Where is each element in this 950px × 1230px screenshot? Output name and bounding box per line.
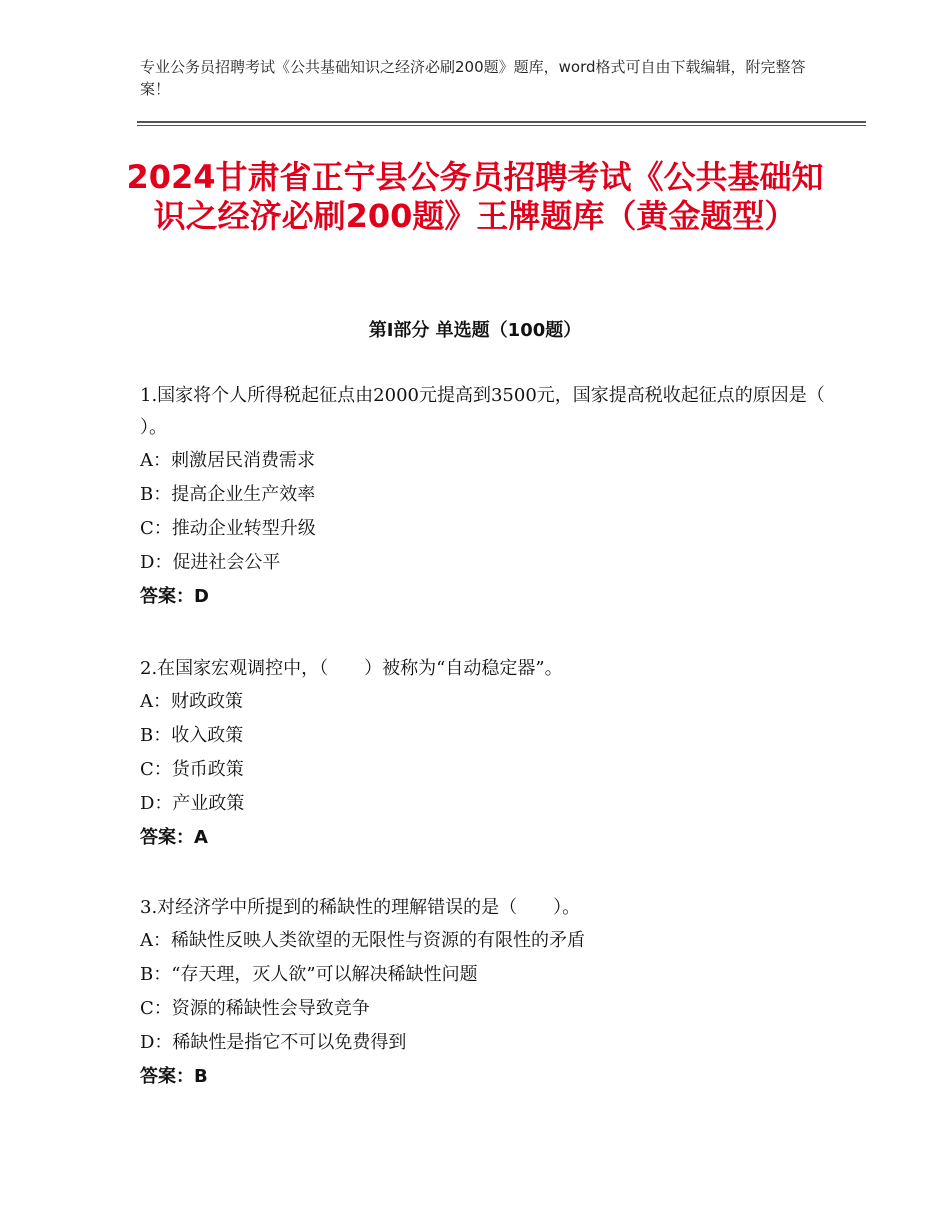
option-a: A：刺激居民消费需求 xyxy=(140,450,315,471)
section-heading: 第Ⅰ部分 单选题（100题） xyxy=(368,320,582,341)
option-d: D：促进社会公平 xyxy=(140,552,281,573)
question-stem: 2.在国家宏观调控中，（ ）被称为“自动稳定器”。 xyxy=(140,658,563,679)
option-d: D：稀缺性是指它不可以免费得到 xyxy=(140,1032,407,1053)
option-b: B：“存天理，灭人欲”可以解决稀缺性问题 xyxy=(140,964,478,985)
option-b: B：收入政策 xyxy=(140,725,244,746)
option-c: C：资源的稀缺性会导致竞争 xyxy=(140,998,370,1019)
option-c: C：货币政策 xyxy=(140,759,244,780)
answer: 答案：D xyxy=(140,586,209,607)
header-rule-thin xyxy=(137,125,866,126)
header-note: 专业公务员招聘考试《公共基础知识之经济必刷200题》题库，word格式可自由下载编辑，附完整答案！ xyxy=(140,58,806,98)
option-a: A：财政政策 xyxy=(140,691,243,712)
question-stem: 3.对经济学中所提到的稀缺性的理解错误的是（ ）。 xyxy=(140,897,581,918)
document-title: 2024甘肃省正宁县公务员招聘考试《公共基础知识之经济必刷200题》王牌题库（黄金题型） xyxy=(126,158,824,235)
option-a: A：稀缺性反映人类欲望的无限性与资源的有限性的矛盾 xyxy=(140,930,585,951)
header-rule-thick xyxy=(137,121,866,123)
question-stem: 1.国家将个人所得税起征点由2000元提高到3500元，国家提高税收起征点的原因是（ ）。 xyxy=(140,385,825,438)
question-block xyxy=(140,892,830,1094)
question-block xyxy=(140,380,830,614)
answer: 答案：A xyxy=(140,827,208,848)
answer: 答案：B xyxy=(140,1066,208,1087)
option-d: D：产业政策 xyxy=(140,793,245,814)
option-c: C：推动企业转型升级 xyxy=(140,518,316,539)
question-block xyxy=(140,653,830,855)
option-b: B：提高企业生产效率 xyxy=(140,484,316,505)
